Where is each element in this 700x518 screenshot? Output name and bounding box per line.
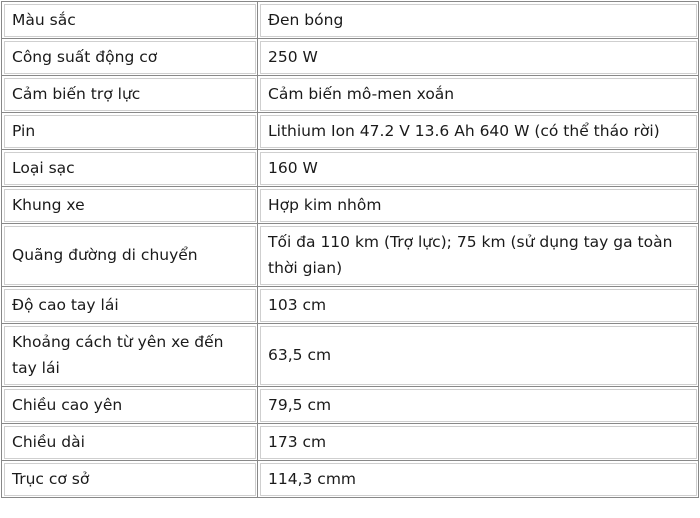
spec-label: Trục cơ sở: [2, 461, 258, 498]
spec-label: Công suất động cơ: [2, 39, 258, 76]
table-row: [2, 324, 699, 387]
spec-label: Độ cao tay lái: [2, 287, 258, 324]
table-row: [2, 224, 699, 287]
spec-label: Quãng đường di chuyển: [2, 224, 258, 287]
table-row: [2, 39, 699, 76]
spec-label: Pin: [2, 113, 258, 150]
table-row: [2, 187, 699, 224]
spec-value: 103 cm: [258, 287, 699, 324]
spec-value: 160 W: [258, 150, 699, 187]
table-row: [2, 387, 699, 424]
spec-label: Loại sạc: [2, 150, 258, 187]
spec-value: Cảm biến mô-men xoắn: [258, 76, 699, 113]
table-row: [2, 113, 699, 150]
spec-label: Màu sắc: [2, 2, 258, 39]
spec-value: 114,3 cmm: [258, 461, 699, 498]
spec-value: 79,5 cm: [258, 387, 699, 424]
spec-label: Cảm biến trợ lực: [2, 76, 258, 113]
spec-label: Khung xe: [2, 187, 258, 224]
table-row: [2, 424, 699, 461]
spec-value: 63,5 cm: [258, 324, 699, 387]
spec-value: Lithium Ion 47.2 V 13.6 Ah 640 W (có thể tháo rời): [258, 113, 699, 150]
spec-table: [1, 1, 699, 498]
spec-value: Tối đa 110 km (Trợ lực); 75 km (sử dụng tay ga toàn thời gian): [258, 224, 699, 287]
spec-value: 250 W: [258, 39, 699, 76]
spec-value: Hợp kim nhôm: [258, 187, 699, 224]
spec-label: Chiều cao yên: [2, 387, 258, 424]
spec-value: Đen bóng: [258, 2, 699, 39]
spec-value: 173 cm: [258, 424, 699, 461]
table-row: [2, 287, 699, 324]
table-row: [2, 2, 699, 39]
spec-label: Khoảng cách từ yên xe đến tay lái: [2, 324, 258, 387]
table-row: [2, 150, 699, 187]
table-row: [2, 76, 699, 113]
spec-label: Chiều dài: [2, 424, 258, 461]
table-row: [2, 461, 699, 498]
